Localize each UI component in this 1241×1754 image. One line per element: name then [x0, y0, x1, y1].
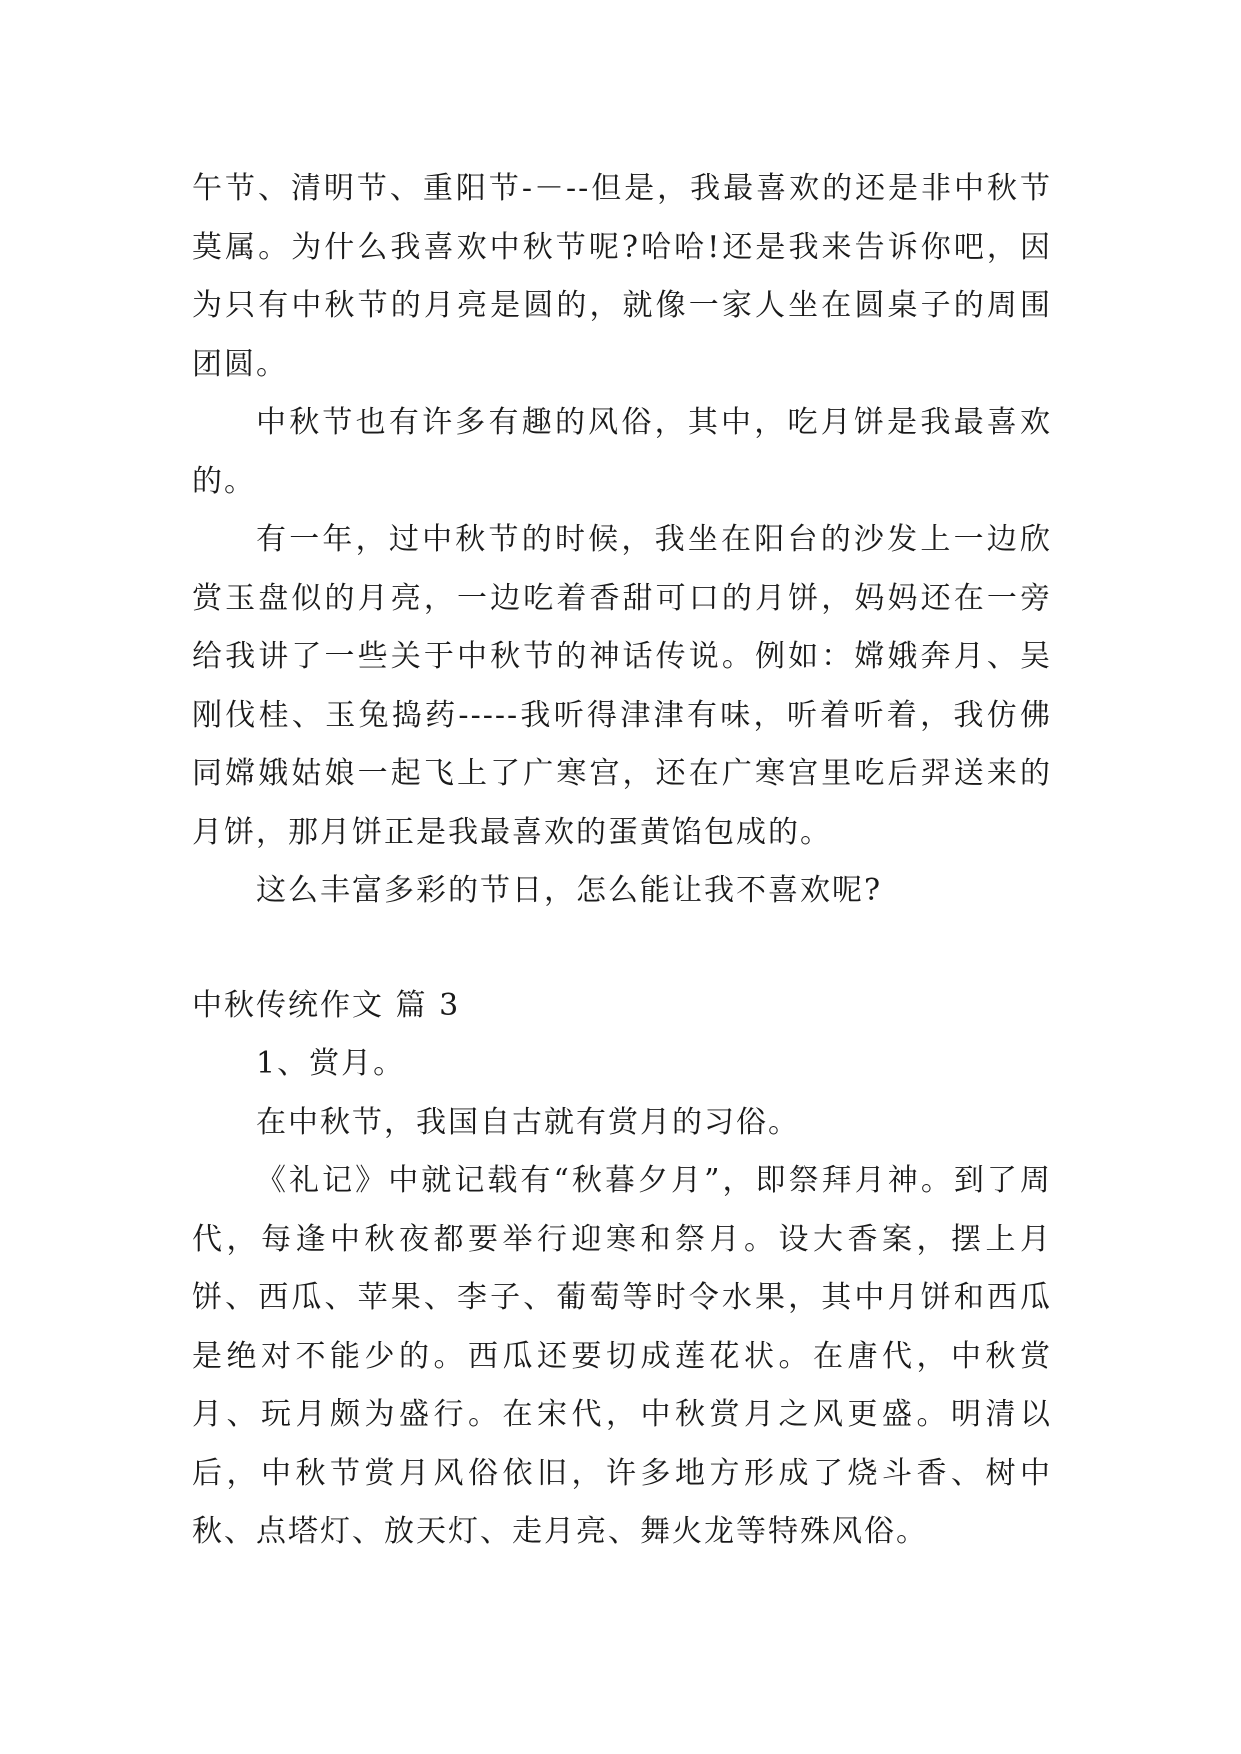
document-body	[192, 160, 1052, 1562]
paragraph: 《礼记》中就记载有“秋暮夕月”，即祭拜月神。到了周代，每逢中秋夜都要举行迎寒和祭月。设大香案，摆上月饼、西瓜、苹果、李子、葡萄等时令水果，其中月饼和西瓜是绝对不能少的。西瓜还要切成莲花状。在唐代，中秋赏月、玩月颇为盛行。在宋代，中秋赏月之风更盛。明清以后，中秋节赏月风俗依旧，许多地方形成了烧斗香、树中秋、点塔灯、放天灯、走月亮、舞火龙等特殊风俗。	[192, 1163, 1052, 1549]
paragraph: 有一年，过中秋节的时候，我坐在阳台的沙发上一边欣赏玉盘似的月亮，一边吃着香甜可口的月饼，妈妈还在一旁给我讲了一些关于中秋节的神话传说。例如：嫦娥奔月、吴刚伐桂、玉兔捣药-----我听得津津有味，听着听着，我仿佛同嫦娥姑娘一起飞上了广寒宫，还在广寒宫里吃后羿送来的月饼，那月饼正是我最喜欢的蛋黄馅包成的。	[192, 522, 1052, 850]
paragraph-continuation: 午节、清明节、重阳节-－--但是，我最喜欢的还是非中秋节莫属。为什么我喜欢中秋节呢?哈哈!还是我来告诉你吧，因为只有中秋节的月亮是圆的，就像一家人坐在圆桌子的周围团圆。	[192, 171, 1052, 382]
paragraph: 在中秋节，我国自古就有赏月的习俗。	[256, 1104, 800, 1140]
paragraph: 中秋节也有许多有趣的风俗，其中，吃月饼是我最喜欢的。	[192, 405, 1052, 499]
section-heading: 中秋传统作文 篇 3	[192, 987, 461, 1023]
paragraph: 1、赏月。	[256, 1046, 406, 1081]
paragraph: 这么丰富多彩的节日，怎么能让我不喜欢呢?	[256, 873, 883, 908]
